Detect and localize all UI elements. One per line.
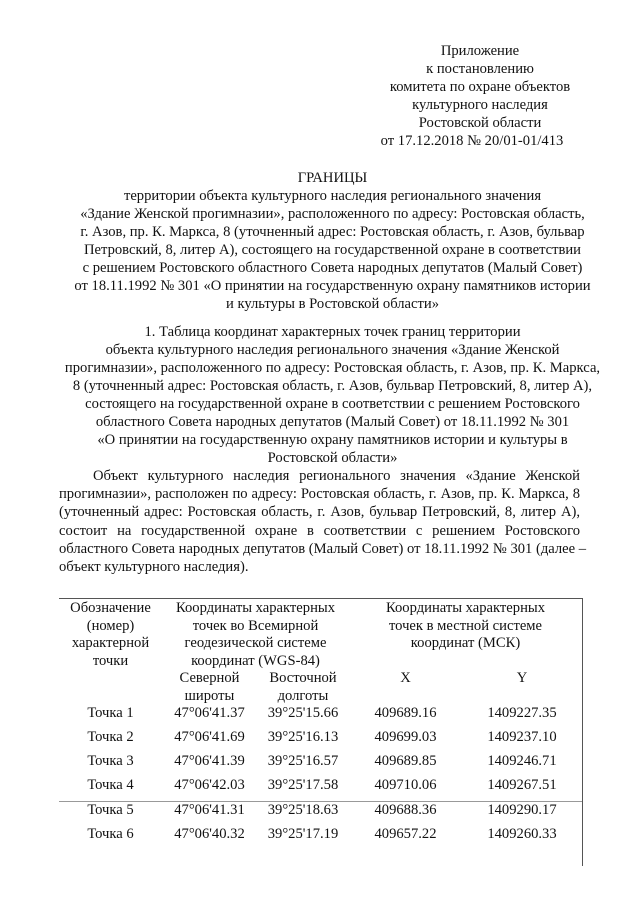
point-x: 409689.16	[374, 705, 437, 721]
table-row	[59, 777, 582, 802]
table-row	[59, 802, 582, 827]
point-name: Точка 6	[87, 826, 134, 842]
appendix-line: Приложение	[440, 43, 520, 59]
point-x: 409689.85	[374, 753, 437, 769]
table-title-line: «О принятии на государственную охрану памятников истории и культуры в	[97, 432, 568, 448]
subtitle-line: «Здание Женской прогимназии», расположенного по адресу: Ростовская область,	[80, 206, 585, 222]
point-east: 39°25'17.19	[267, 826, 339, 842]
point-north: 47°06'41.37	[174, 705, 245, 721]
table-title-line: Ростовской области»	[267, 450, 398, 466]
table-title-line: объекта культурного наследия регионального значения «Здание Женской	[105, 342, 560, 358]
appendix-line: Ростовской области	[418, 115, 542, 131]
subtitle-line: территории объекта культурного наследия регионального значения	[123, 188, 542, 204]
document-subtitle	[40, 187, 625, 313]
point-x: 409699.03	[374, 729, 437, 745]
point-north: 47°06'42.03	[162, 777, 257, 802]
appendix-line: культурного наследия	[412, 97, 548, 113]
table-header-row	[59, 600, 582, 670]
point-east: 39°25'17.58	[257, 777, 349, 802]
subtitle-line: с решением Ростовского областного Совета народных депутатов (Малый Совет)	[82, 260, 583, 276]
point-north: 47°06'41.39	[174, 753, 245, 769]
point-y: 1409227.35	[487, 705, 557, 721]
point-x: 409710.06	[349, 777, 462, 802]
point-y: 1409290.17	[462, 802, 582, 827]
point-north: 47°06'40.32	[174, 826, 245, 842]
subheader-north: Северной широты	[179, 670, 240, 704]
point-y: 1409267.51	[462, 777, 582, 802]
table-title-line: прогимназии», расположенного по адресу: Ростовская область, г. Азов, пр. К. Маркса,	[64, 360, 601, 376]
subtitle-line: и культуры в Ростовской области»	[226, 296, 439, 312]
point-y: 1409237.10	[487, 729, 557, 745]
point-name: Точка 4	[59, 777, 162, 802]
document-title: ГРАНИЦЫ	[297, 170, 368, 186]
table-row	[59, 729, 582, 753]
description-paragraph	[59, 467, 587, 576]
table-row	[59, 705, 582, 729]
paragraph-line: областного Совета народных депутатов (Малый Совет) от 18.11.1992 № 301 (далее –	[59, 540, 587, 557]
coordinates-table	[59, 600, 582, 850]
header-wgs84: Координаты характерных точек во Всемирной геодезической системе координат (WGS-84)	[176, 600, 335, 669]
point-x: 409657.22	[374, 826, 437, 842]
appendix-block	[380, 42, 580, 150]
table-row	[59, 753, 582, 777]
table-subheader-row	[59, 670, 582, 705]
table-title-line: 1. Таблица координат характерных точек границ территории	[144, 324, 521, 340]
point-name: Точка 3	[87, 753, 134, 769]
paragraph-line: (уточненный адрес: Ростовская область, г. Азов, бульвар Петровский, 8, литер А),	[59, 504, 580, 521]
subtitle-line: Петровский, 8, литер А), состоящего на государственной охране в соответствии	[84, 242, 581, 258]
paragraph-line: объект культурного наследия).	[59, 559, 249, 576]
point-east: 39°25'15.66	[267, 705, 339, 721]
subheader-y: Y	[516, 670, 528, 686]
point-name: Точка 5	[59, 802, 162, 827]
point-east: 39°25'16.13	[267, 729, 339, 745]
table-title	[40, 323, 625, 467]
point-east: 39°25'18.63	[257, 802, 349, 827]
subtitle-line: от 18.11.1992 № 301 «О принятии на государственную охрану памятников истории	[74, 278, 591, 294]
point-name: Точка 1	[87, 705, 134, 721]
table-top-border	[59, 598, 582, 599]
table-right-border	[582, 598, 583, 866]
paragraph-line: состоит на государственной охране в соответствии с решением Ростовского	[59, 522, 580, 539]
point-name: Точка 2	[87, 729, 134, 745]
appendix-line: к постановлению	[426, 61, 534, 77]
table-row	[59, 826, 582, 850]
table-title-line: состоящего на государственной охране в соответствии с решением Ростовского	[85, 396, 580, 412]
point-x: 409688.36	[349, 802, 462, 827]
point-y: 1409246.71	[487, 753, 557, 769]
header-msk: Координаты характерных точек в местной системе координат (МСК)	[386, 600, 545, 651]
appendix-line: комитета по охране объектов	[389, 79, 571, 95]
table-title-line: 8 (уточненный адрес: Ростовская область, г. Азов, бульвар Петровский, 8, литер А),	[72, 378, 593, 394]
subheader-east: Восточной долготы	[269, 670, 337, 704]
subheader-x: X	[400, 670, 411, 686]
paragraph-line: Объект культурного наследия регионального значения «Здание Женской	[93, 468, 580, 484]
header-designation: Обозначение (номер) характерной точки	[70, 600, 151, 669]
point-east: 39°25'16.57	[267, 753, 339, 769]
point-north: 47°06'41.69	[174, 729, 245, 745]
appendix-date-line: от 17.12.2018 № 20/01-01/413	[380, 133, 564, 149]
table-title-line: областного Совета народных депутатов (Малый Совет) от 18.11.1992 № 301	[95, 414, 570, 430]
subtitle-line: г. Азов, пр. К. Маркса, 8 (уточненный адрес: Ростовская область, г. Азов, бульвар	[80, 224, 585, 240]
point-north: 47°06'41.31	[162, 802, 257, 827]
point-y: 1409260.33	[487, 826, 557, 842]
paragraph-line: прогимназии», расположен по адресу: Ростовская область, г. Азов, пр. К. Маркса, 8	[59, 486, 580, 503]
